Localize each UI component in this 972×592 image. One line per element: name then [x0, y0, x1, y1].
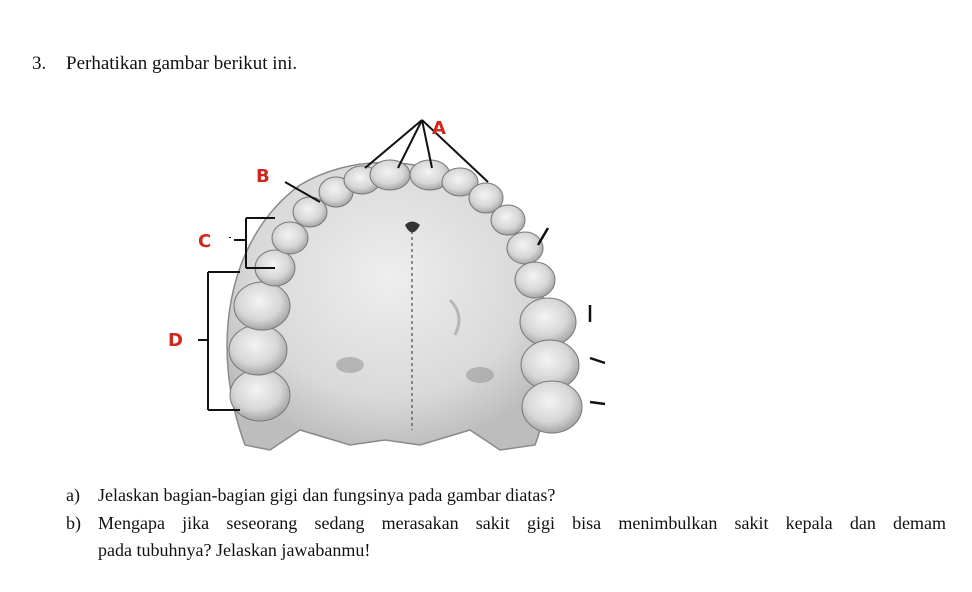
dental-arch-figure — [150, 100, 620, 480]
subquestion-b-letter: b) — [66, 513, 81, 533]
subquestion-b-text-line2: pada tubuhnya? Jelaskan jawabanmu! — [98, 540, 371, 560]
subquestion-a-letter: a) — [66, 485, 80, 505]
question-prompt: Perhatikan gambar berikut ini. — [66, 53, 298, 74]
label-c: C — [198, 231, 212, 252]
label-d: D — [168, 330, 183, 351]
subquestion-a-text: Jelaskan bagian-bagian gigi dan fungsinya pada gambar diatas? — [98, 485, 556, 505]
subquestion-b — [66, 511, 946, 567]
label-b: B — [256, 166, 270, 187]
question-number: 3. — [32, 53, 47, 74]
subquestion-b-text-line1: Mengapa jika seseorang sedang merasakan sakit gigi bisa menimbulkan sakit kepala dan demam — [98, 513, 946, 533]
subquestion-a — [66, 483, 946, 509]
label-a: A — [432, 118, 446, 139]
question-title — [32, 52, 297, 76]
dental-arch-illustration — [150, 100, 620, 480]
